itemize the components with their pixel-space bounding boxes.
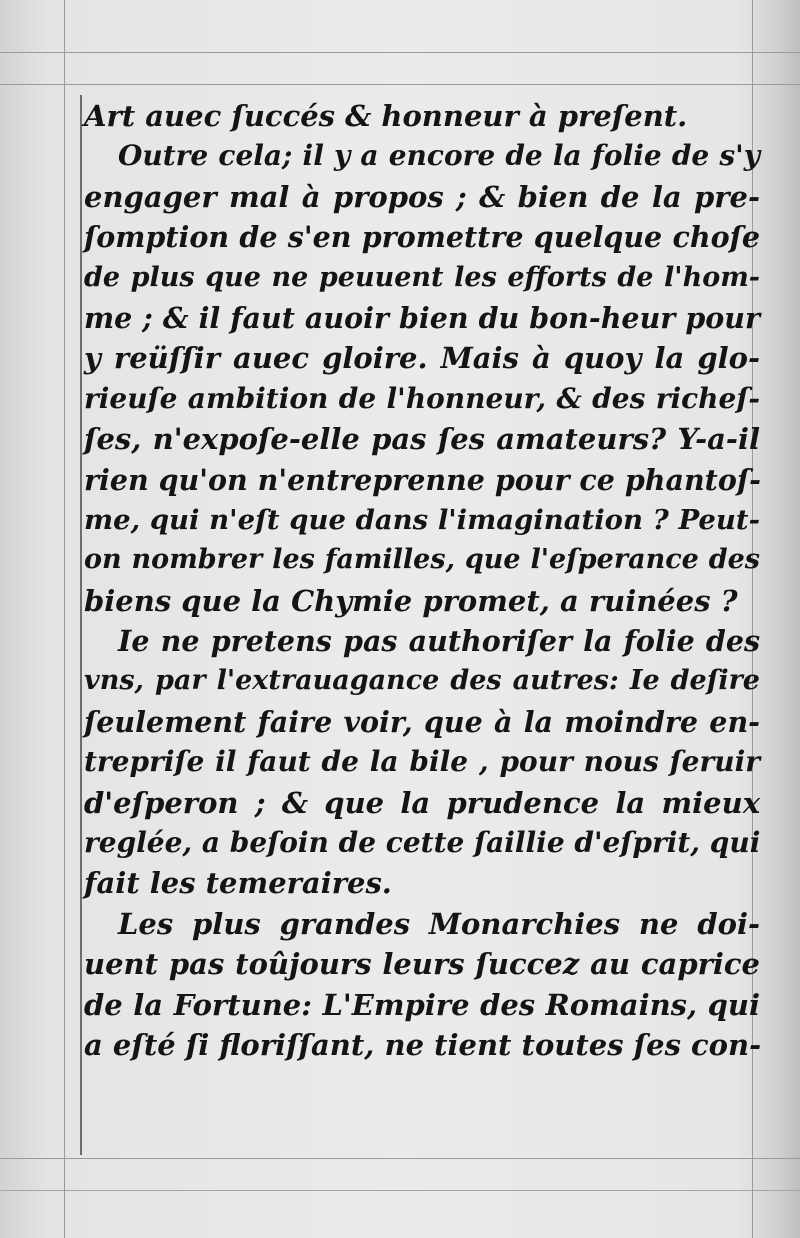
ruled-line-top — [0, 84, 800, 85]
text-line: vns, par l'extrauagance des autres: Ie deſire — [84, 665, 760, 697]
ruled-line-bottom — [0, 1190, 800, 1191]
text-line: me, qui n'eſt que dans l'imagination ? Peut- — [84, 503, 760, 536]
text-line: d'eſperon ; & que la prudence la mieux — [84, 785, 760, 820]
ruled-line-bottom — [0, 1158, 800, 1159]
page-text — [84, 96, 760, 1065]
text-line: trepriſe il faut de la bile , pour nous ſeruir — [84, 745, 760, 779]
ruled-line-top — [0, 52, 800, 53]
text-line: a eſté ſi floriſſant, ne tient toutes ſes con- — [84, 1027, 762, 1062]
text-line: rien qu'on n'entreprenne pour ce phantoſ- — [84, 462, 761, 497]
text-line: ſes, n'expoſe-elle pas ſes amateurs? Y-a-il — [84, 422, 760, 457]
text-line: on nombrer les familles, que l'eſperance des — [84, 544, 760, 576]
text-line: de plus que ne peuuent les efforts de l'hom- — [84, 261, 760, 293]
text-line: ſeulement faire voir, que à la moindre en- — [84, 704, 760, 739]
margin-rule-left — [80, 95, 82, 1155]
text-line: biens que la Chymie promet, a ruinées ? — [84, 583, 738, 618]
text-line: y reüſſir auec gloire. Mais à quoy la glo- — [84, 341, 760, 376]
text-line: rieuſe ambition de l'honneur, & des richeſ- — [84, 381, 760, 415]
text-line: Outre cela; il y a encore de la folie de s'y — [118, 139, 760, 173]
text-line: Art auec ſuccés & honneur à preſent. — [84, 99, 688, 133]
text-line: ſomption de s'en promettre quelque choſe — [84, 220, 760, 255]
text-line: uent pas toûjours leurs ſuccez au caprice — [84, 947, 760, 982]
text-line: me ; & il faut auoir bien du bon-heur pour — [84, 300, 760, 335]
text-line: Les plus grandes Monarchies ne doi- — [118, 906, 760, 941]
text-line: de la Fortune: L'Empire des Romains, qui — [84, 987, 760, 1022]
text-line: Ie ne pretens pas authoriſer la folie des — [118, 624, 760, 659]
text-line: fait les temeraires. — [84, 866, 392, 901]
text-line: reglée, a beſoin de cette ſaillie d'eſprit, qui — [84, 826, 761, 860]
text-line: engager mal à propos ; & bien de la pre- — [84, 179, 760, 214]
ruled-line-left — [64, 0, 65, 1238]
